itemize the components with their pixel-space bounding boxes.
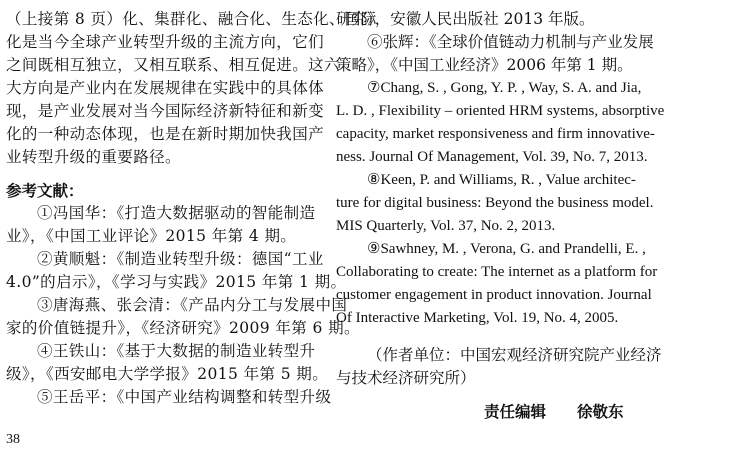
right-column [336, 8, 665, 390]
reference-line: ③唐海燕、张会清：《产品内分工与发展中国 [37, 296, 348, 314]
reference-line: Collaborating to create: The internet as a platform for [336, 264, 658, 280]
reference-line: customer engagement in product innovation. Journal [336, 287, 652, 303]
body-line: 现，是产业发展对当今国际经济新特征和新变 [6, 102, 325, 120]
reference-line: capacity, market responsiveness and firm innovative- [336, 126, 655, 142]
reference-line: 家的价值链提升》，《经济研究》2009 年第 6 期。 [6, 319, 360, 337]
reference-line: ⑨Sawhney, M. , Verona, G. and Prandelli, E. , [367, 241, 646, 257]
body-line: 之间既相互独立，又相互联系、相互促进。这六 [6, 56, 340, 74]
affiliation-line: （作者单位：中国宏观经济研究院产业经济 [367, 346, 662, 364]
reference-line: ④王铁山：《基于大数据的制造业转型升 [37, 342, 316, 360]
reference-line: ①冯国华：《打造大数据驱动的智能制造 [37, 204, 316, 222]
reference-line: MIS Quarterly, Vol. 37, No. 2, 2013. [336, 218, 556, 234]
body-paragraph [6, 8, 377, 169]
body-line: 化的一种动态体现，也是在新时期加快我国产 [6, 125, 325, 143]
references-list-left [6, 202, 360, 409]
body-line: 化是当今全球产业转型升级的主流方向，它们 [6, 33, 325, 51]
body-line: 业转型升级的重要路径。 [6, 148, 181, 166]
reference-line: 研究》，安徽人民出版社 2013 年版。 [336, 10, 595, 28]
responsible-editor: 责任编辑 徐敬东 [484, 402, 624, 421]
reference-line: 级》，《西安邮电大学学报》2015 年第 5 期。 [6, 365, 329, 383]
body-line: （上接第 8 页）化、集群化、融合化、生态化、国际 [6, 10, 377, 28]
reference-line: ture for digital business: Beyond the business model. [336, 195, 654, 211]
reference-line: ⑧Keen, P. and Williams, R. , Value architec- [367, 172, 636, 188]
reference-line: ness. Journal Of Management, Vol. 39, No. 7, 2013. [336, 149, 648, 165]
reference-line: ⑤王岳平：《中国产业结构调整和转型升级 [37, 388, 332, 406]
body-line: 大方向是产业内在发展规律在实践中的具体体 [6, 79, 325, 97]
reference-line: L. D. , Flexibility – oriented HRM systems, absorptive [336, 103, 665, 119]
left-column [6, 8, 377, 409]
references-heading: 参考文献： [6, 181, 84, 200]
reference-line: 业》，《中国工业评论》2015 年第 4 期。 [6, 227, 297, 245]
reference-line: ②黄顺魁：《制造业转型升级：德国“工业 [37, 250, 324, 268]
page-number: 38 [6, 432, 20, 447]
author-affiliation [336, 344, 662, 390]
reference-line: ⑥张辉：《全球价值链动力机制与产业发展 [367, 33, 654, 51]
reference-line: ⑦Chang, S. , Gong, Y. P. , Way, S. A. and Jia, [367, 80, 642, 96]
reference-line: 策略》，《中国工业经济》2006 年第 1 期。 [336, 56, 633, 74]
reference-line: 4.0”的启示》，《学习与实践》2015 年第 1 期。 [6, 273, 347, 291]
references-list-right [336, 8, 665, 330]
affiliation-line: 与技术经济研究所） [336, 369, 476, 387]
reference-line: Of Interactive Marketing, Vol. 19, No. 4, 2005. [336, 310, 619, 326]
